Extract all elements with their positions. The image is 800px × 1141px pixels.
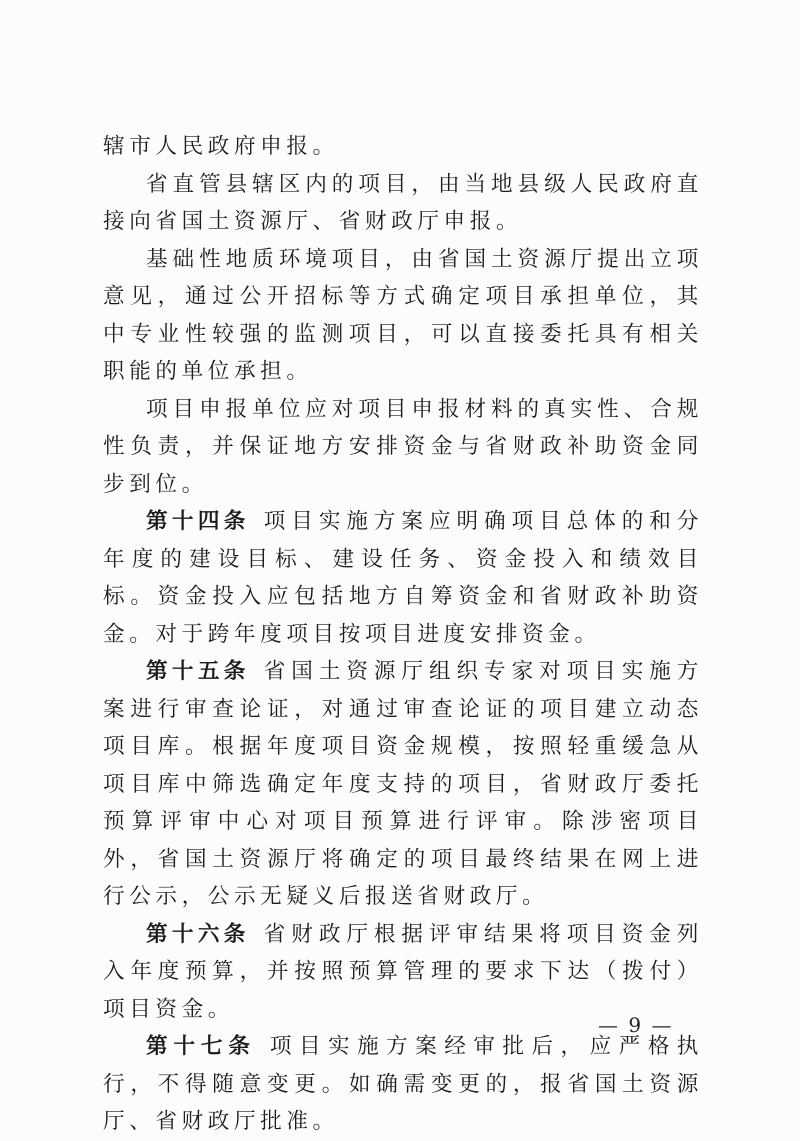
- paragraph-text: 省财政厅根据评审结果将项目资金列入年度预算，并按照预算管理的要求下达（拨付）项目资金。: [103, 921, 703, 1022]
- paragraph-text: 省直管县辖区内的项目，由当地县级人民政府直接向省国土资源厅、省财政厅申报。: [103, 171, 703, 234]
- article-14: [103, 503, 703, 653]
- paragraph-text: 省国土资源厅组织专家对项目实施方案进行审查论证，对通过审查论证的项目建立动态项目库。根据年度项目资金规模，按照轻重缓急从项目库中筛选确定年度支持的项目，省财政厅委托预算评审中心对项目预算进行评审。除涉密项目外，省国土资源厅将确定的项目最终结果在网上进行公示，公示无疑义后报送省财政厅。: [103, 659, 703, 909]
- paragraph-continued: [103, 128, 703, 166]
- paragraph: [103, 391, 703, 504]
- article-heading: 第十六条: [146, 921, 250, 947]
- article-15: [103, 653, 703, 916]
- paragraph: [103, 241, 703, 391]
- article-heading: 第十四条: [146, 509, 250, 534]
- paragraph-text: 项目实施方案经审批后，应严格执行，不得随意变更。如确需变更的，报省国土资源厅、省财政厅批准。: [103, 1034, 703, 1134]
- document-body: [103, 128, 703, 1141]
- article-heading: 第十五条: [146, 659, 250, 684]
- article-16: [103, 916, 703, 1029]
- page-number: — 9 —: [598, 1013, 674, 1037]
- article-heading: 第十七条: [146, 1034, 256, 1059]
- paragraph-text: 基础性地质环境项目，由省国土资源厅提出立项意见，通过公开招标等方式确定项目承担单位，其中专业性较强的监测项目，可以直接委托具有相关职能的单位承担。: [103, 246, 703, 384]
- paragraph-text: 项目申报单位应对项目申报材料的真实性、合规性负责，并保证地方安排资金与省财政补助资金同步到位。: [103, 396, 703, 497]
- paragraph-text: 项目实施方案应明确项目总体的和分年度的建设目标、建设任务、资金投入和绩效目标。资金投入应包括地方自筹资金和省财政补助资金。对于跨年度项目按项目进度安排资金。: [103, 509, 703, 647]
- paragraph: [103, 166, 703, 241]
- article-17: [103, 1028, 703, 1141]
- paragraph-text: 辖市人民政府申报。: [103, 134, 339, 159]
